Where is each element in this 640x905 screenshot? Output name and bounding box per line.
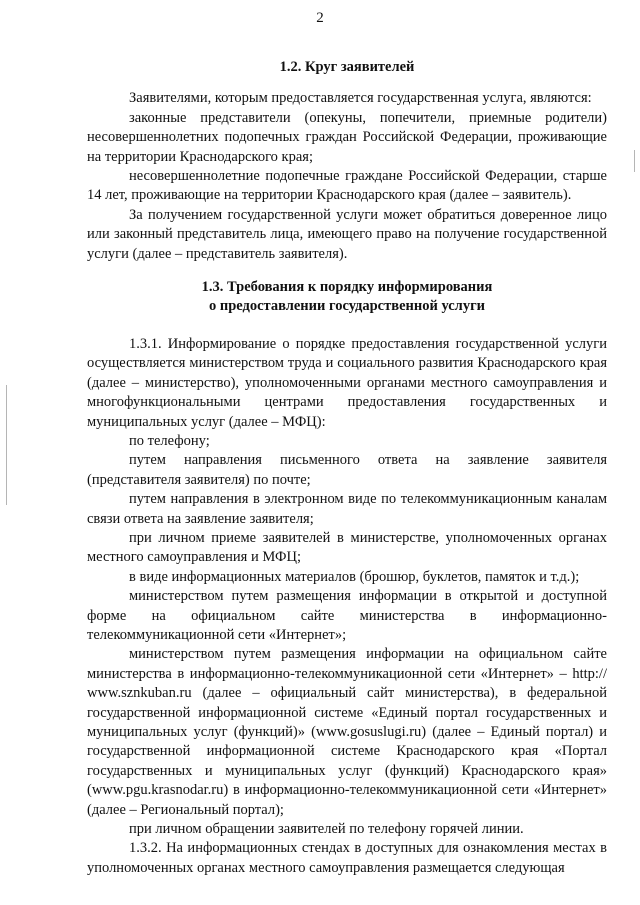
paragraph: Заявителями, которым предоставляется государственная услуга, являются: [129,90,592,107]
paragraph: 1.3.1. Информирование о порядке предоставления государственной услуги осуществляется министерством труда и социального развития Краснодарского края (далее – министерство), уполномоченными органами местного самоуправления и многофункциональными центрами предоставления государственных и муниципальных услуг (далее – МФЦ): [87,335,607,430]
paragraph: За получением государственной услуги может обратиться доверенное лицо или законный представитель лица, имеющего право на получение государственной услуги (далее – представитель заявителя). [87,206,607,262]
page-number: 2 [316,10,324,26]
paragraph: путем направления в электронном виде по телекоммуникационным каналам связи ответа на заявление заявителя; [87,491,607,527]
section-heading-1-2: 1.2. Круг заявителей [279,59,415,75]
section-heading-1-3-line1: 1.3. Требования к порядку информирования [201,279,493,296]
paragraph: министерством путем размещения информации в открытой и доступной форме на официальном сайте министерства в информационно-телекоммуникационной сети «Интернет»; [87,588,607,643]
scan-margin-mark [634,150,635,172]
paragraph: путем направления письменного ответа на заявление заявителя (представителя заявителя) по почте; [87,452,607,488]
paragraph: законные представители (опекуны, попечители, приемные родители) несовершеннолетних подопечных граждан Российской Федерации, проживающие на территории Краснодарского края; [87,109,607,165]
scan-margin-mark [6,385,7,505]
paragraph: министерством путем размещения информации на официальном сайте министерства в информационно-телекоммуникационной сети «Интернет» – http:// www.sznkuban.ru (далее – официальный сайт министерства), в федеральной государственной информационной системе «Единый портал государственных и муниципальных услуг (функций)» (www.gosuslugi.ru) (далее – Единый портал) и государственной информационной системе Краснодарского края «Портал государственных и муниципальных услуг (функций) Краснодарского края» (www.pgu.krasnodar.ru) в информационно-телекоммуникационной сети «Интернет» (далее – Региональный портал); [87,646,607,818]
paragraph: по телефону; [129,432,210,449]
document-body [87,58,607,878]
section-heading-1-3-line2: о предоставлении государственной услуги [208,298,486,315]
paragraph: при личном обращении заявителей по телефону горячей линии. [129,821,524,838]
paragraph: в виде информационных материалов (брошюр, буклетов, памяток и т.д.); [129,568,580,585]
paragraph: несовершеннолетние подопечные граждане Российской Федерации, старше 14 лет, проживающие на территории Краснодарского края (далее – заявитель). [87,168,607,204]
paragraph: 1.3.2. На информационных стендах в доступных для ознакомления местах в уполномоченных органах местного самоуправления размещается следующая [87,840,607,876]
paragraph: при личном приеме заявителей в министерстве, уполномоченных органах местного самоуправления и МФЦ; [87,529,607,566]
